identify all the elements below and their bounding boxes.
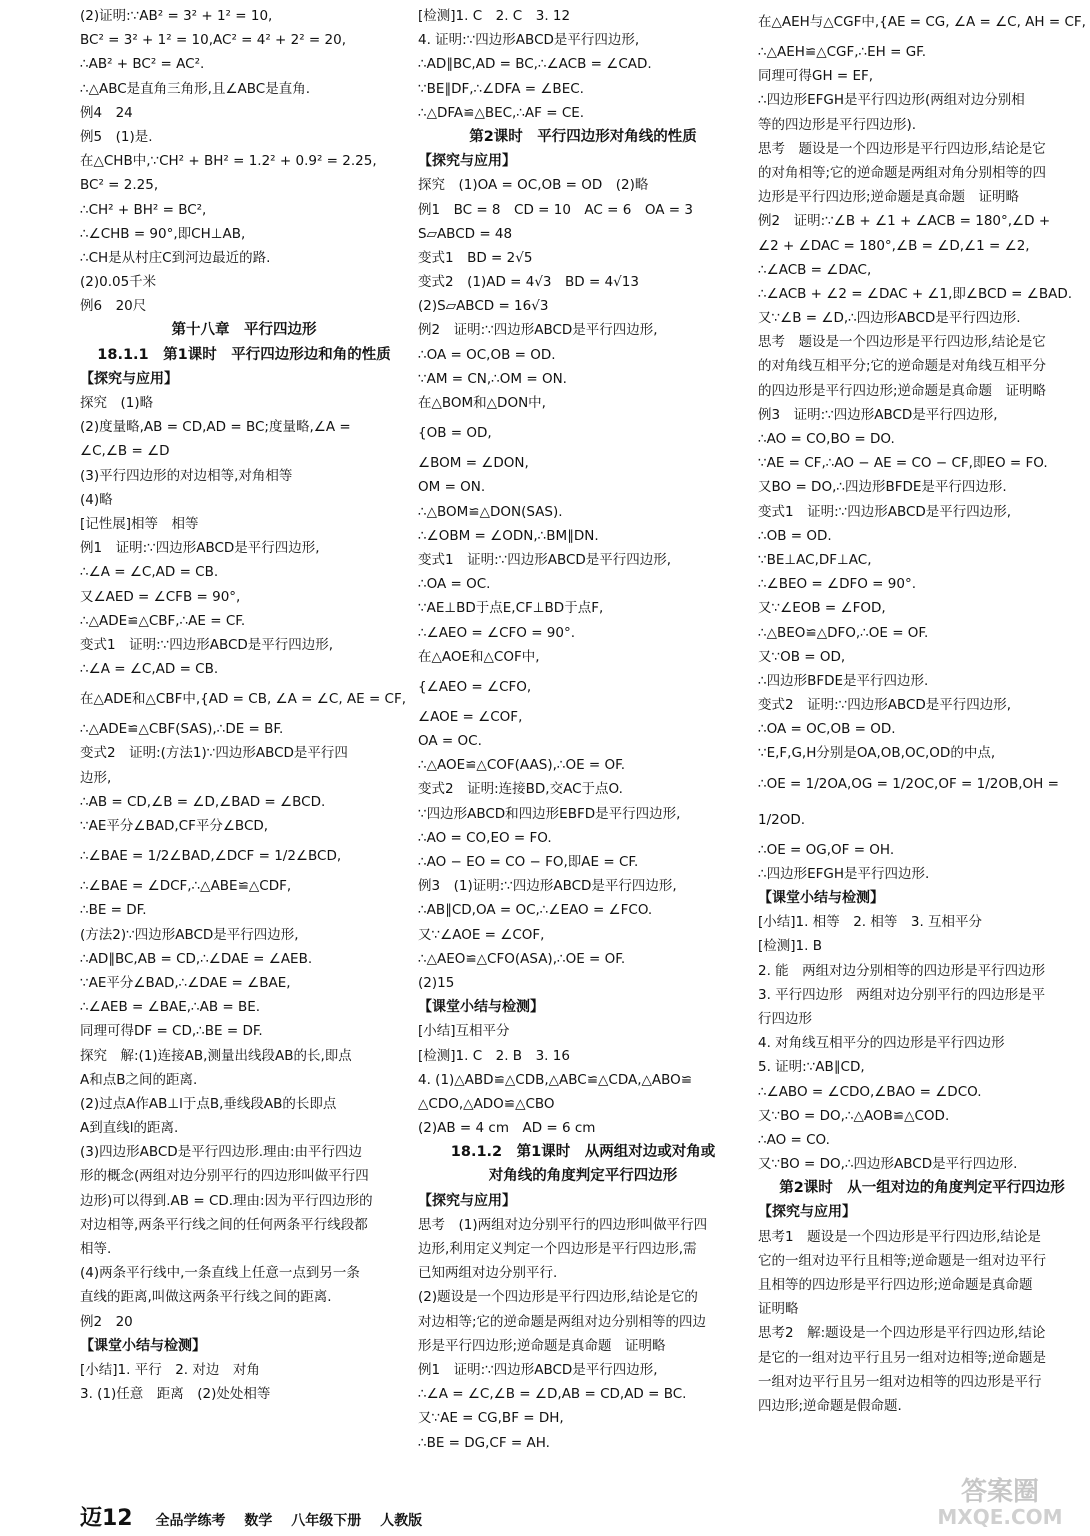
answer-line: 证明略 — [758, 1301, 799, 1318]
answer-line: 1/2OD. — [758, 811, 806, 828]
answer-line: ∴△DFA≌△BEC,∴AF = CE. — [418, 104, 585, 121]
answer-column-1 — [80, 4, 408, 1406]
answer-line: 直线的距离,叫做这两条平行线之间的距离. — [80, 1289, 332, 1306]
watermark-site-text: MXQE.COM — [937, 1505, 1063, 1529]
answer-line: 又∵∠AOE = ∠COF, — [418, 926, 545, 943]
answer-line: 例3 证明:∵四边形ABCD是平行四边形, — [758, 406, 998, 423]
answer-line: 又∵BO = DO,∴四边形ABCD是平行四边形. — [758, 1156, 1018, 1173]
answer-line: 又∵BO = DO,∴△AOB≌△COD. — [758, 1107, 950, 1124]
answer-line: 同理可得GH = EF, — [758, 68, 874, 85]
answer-line: 第十八章 平行四边形 — [171, 322, 317, 339]
edition-label: 人教版 — [380, 1513, 423, 1529]
answer-line: 又∵AE = CG,BF = DH, — [418, 1410, 564, 1427]
answer-line: ∴四边形EFGH是平行四边形. — [758, 865, 930, 882]
answer-line: 变式2 证明:∵四边形ABCD是平行四边形, — [758, 697, 1012, 714]
answer-line: S▱ABCD = 48 — [418, 225, 513, 242]
answer-line: (2)题设是一个四边形是平行四边形,结论是它的 — [418, 1289, 698, 1306]
answer-line: OA = OC. — [418, 733, 482, 750]
answer-line: [小结]互相平分 — [418, 1023, 510, 1040]
answer-line: ∴△ADE≌△CBF(SAS),∴DE = BF. — [80, 721, 284, 738]
watermark-logo-text: 答案圈 — [960, 1477, 1040, 1507]
answer-line: 例1 证明:∵四边形ABCD是平行四边形, — [80, 540, 320, 557]
answer-line: 在△ADE和△CBF中,{AD = CB, ∠A = ∠C, AE = CF, — [80, 691, 407, 708]
answer-line: ∵四边形ABCD和四边形EBFD是平行四边形, — [418, 805, 681, 822]
answer-line: [检测]1. C 2. B 3. 16 — [418, 1047, 570, 1064]
answer-line: [小结]1. 平行 2. 对边 对角 — [80, 1361, 260, 1378]
answer-line: 在△CHB中,∵CH² + BH² = 1.2² + 0.9² = 2.25, — [80, 153, 377, 170]
answer-line: ∵E,F,G,H分别是OA,OB,OC,OD的中点, — [758, 745, 996, 762]
answer-line: ∴∠AEO = ∠CFO = 90°. — [418, 624, 576, 641]
answer-line: ∴AO − EO = CO − FO,即AE = CF. — [418, 854, 639, 870]
answer-line: 是它的一组对边平行且另一组对边相等;逆命题是 — [758, 1349, 1047, 1366]
answer-line: ∴CH是从村庄C到河边最近的路. — [80, 249, 271, 266]
answer-line: ∴∠BEO = ∠DFO = 90°. — [758, 576, 917, 593]
answer-line: 例1 证明:∵四边形ABCD是平行四边形, — [418, 1361, 658, 1378]
answer-line: 相等. — [80, 1241, 112, 1257]
answer-line: BC² = 3² + 1² = 10,AC² = 4² + 2² = 20, — [80, 32, 347, 49]
answer-line: 例5 (1)是. — [80, 128, 153, 145]
answer-line: 【课堂小结与检测】 — [418, 999, 544, 1016]
answer-line: 等的四边形是平行四边形). — [758, 116, 917, 133]
answer-line: ∴∠ACB = ∠DAC, — [758, 261, 872, 278]
answer-line: ∴∠OBM = ∠ODN,∴BM∥DN. — [418, 527, 599, 544]
answer-line: 例2 20 — [80, 1313, 133, 1330]
answer-line: ∴四边形BFDE是平行四边形. — [758, 672, 929, 689]
answer-line: 变式1 证明:∵四边形ABCD是平行四边形, — [418, 551, 672, 568]
answer-column-3 — [758, 4, 1086, 1418]
answer-line: [记性展]相等 相等 — [80, 515, 199, 532]
answer-line: (2)15 — [418, 974, 455, 991]
answer-line: 对边相等,两条平行线之间的任何两条平行线段都 — [80, 1216, 368, 1233]
answer-line: ∴AB = CD,∠B = ∠D,∠BAD = ∠BCD. — [80, 793, 326, 810]
answer-line: [检测]1. B — [758, 938, 822, 955]
answer-line: 4. 证明:∵四边形ABCD是平行四边形, — [418, 32, 640, 49]
answer-line: 一组对边平行且另一组对边相等的四边形是平行 — [758, 1373, 1042, 1390]
answer-line: ∴OA = OC. — [418, 576, 491, 593]
answer-line: 四边形;逆命题是假命题. — [758, 1397, 902, 1414]
answer-line: 例4 24 — [80, 104, 133, 121]
answer-line: 【课堂小结与检测】 — [758, 890, 884, 906]
answer-line: ∴AO = CO,BO = DO. — [758, 431, 895, 447]
answer-line: 的四边形是平行四边形;逆命题是真命题 证明略 — [758, 382, 1047, 399]
answer-line: 探究 解:(1)连接AB,测量出线段AB的长,即点 — [80, 1047, 352, 1064]
answer-line: 第2课时 平行四边形对角线的性质 — [469, 128, 697, 145]
answer-line: 例2 证明:∵∠B + ∠1 + ∠ACB = 180°,∠D + — [758, 213, 1051, 230]
answer-line: ∵BE⊥AC,DF⊥AC, — [758, 551, 872, 568]
answer-line: 变式2 证明:(方法1)∵四边形ABCD是平行四 — [80, 745, 348, 762]
answer-line: {OB = OD, — [418, 425, 492, 442]
answer-line: (2)证明:∵AB² = 3² + 1² = 10, — [80, 8, 273, 24]
answer-line: 且相等的四边形是平行四边形;逆命题是真命题 — [758, 1277, 1033, 1293]
answer-line: ∴△BOM≌△DON(SAS). — [418, 503, 563, 520]
answer-line: ∠2 + ∠DAC = 180°,∠B = ∠D,∠1 = ∠2, — [758, 237, 1030, 254]
answer-line: (方法2)∵四边形ABCD是平行四边形, — [80, 926, 299, 943]
answer-line: ∴∠A = ∠C,AD = CB. — [80, 661, 219, 678]
answer-line: ∴AO = CO,EO = FO. — [418, 829, 552, 846]
answer-line: (4)略 — [80, 491, 113, 508]
grade-label: 八年级下册 — [291, 1513, 362, 1529]
answer-line: 思考1 题设是一个四边形是平行四边形,结论是 — [758, 1228, 1041, 1245]
answer-line: ∴AB² + BC² = AC². — [80, 56, 205, 73]
answer-line: 行四边形 — [758, 1010, 812, 1027]
answer-line: ∴△ADE≌△CBF,∴AE = CF. — [80, 612, 246, 629]
answer-line: ∴∠CHB = 90°,即CH⊥AB, — [80, 225, 246, 242]
answer-line: 例2 证明:∵四边形ABCD是平行四边形, — [418, 322, 658, 339]
answer-line: (2)AB = 4 cm AD = 6 cm — [418, 1120, 596, 1137]
answer-line: 18.1.1 第1课时 平行四边形边和角的性质 — [97, 346, 391, 363]
answer-line: 已知两组对边分别平行. — [418, 1265, 558, 1282]
answer-line: 在△AEH与△CGF中,{AE = CG, ∠A = ∠C, AH = CF, — [758, 14, 1086, 30]
answer-line: 又∵OB = OD, — [758, 648, 846, 665]
answer-line: A到直线l的距离. — [80, 1120, 179, 1137]
answer-line: (2)度量略,AB = CD,AD = BC;度量略,∠A = — [80, 419, 351, 436]
answer-line: 思考2 解:题设是一个四边形是平行四边形,结论 — [758, 1325, 1046, 1342]
answer-line: ∵AM = CN,∴OM = ON. — [418, 370, 567, 387]
answer-line: ∠BOM = ∠DON, — [418, 455, 529, 472]
answer-line: [检测]1. C 2. C 3. 12 — [418, 8, 571, 24]
answer-line: 4. (1)△ABD≌△CDB,△ABC≌△CDA,△ABO≌ — [418, 1071, 693, 1088]
answer-line: ∴△ABC是直角三角形,且∠ABC是直角. — [80, 80, 311, 97]
answer-line: 2. 能 两组对边分别相等的四边形是平行四边形 — [758, 962, 1046, 979]
answer-line: 【探究与应用】 — [418, 1192, 516, 1209]
answer-line: 在△BOM和△DON中, — [418, 395, 546, 411]
subject-label: 数学 — [244, 1513, 273, 1529]
answer-line: 边形是平行四边形;逆命题是真命题 证明略 — [758, 189, 1020, 206]
answer-line: ∴OB = OD. — [758, 527, 832, 544]
answer-line: ∵AE⊥BD于点E,CF⊥BD于点F, — [418, 600, 604, 617]
answer-line: 【探究与应用】 — [758, 1204, 856, 1221]
answer-line: ∵AE = CF,∴AO − AE = CO − CF,即EO = FO. — [758, 455, 1048, 472]
answer-line: 变式1 BD = 2√5 — [418, 249, 533, 266]
answer-line: 又∵∠EOB = ∠FOD, — [758, 600, 886, 617]
answer-line: ∴∠A = ∠C,AD = CB. — [80, 564, 219, 581]
answer-line: [小结]1. 相等 2. 相等 3. 互相平分 — [758, 914, 983, 931]
answer-line: 对边相等;它的逆命题是两组对边分别相等的四边 — [418, 1313, 707, 1330]
answer-line: ∴∠BAE = 1/2∠BAD,∠DCF = 1/2∠BCD, — [80, 848, 342, 865]
answer-line: ∠C,∠B = ∠D — [80, 443, 170, 460]
answer-line: 边形,利用定义判定一个四边形是平行四边形,需 — [418, 1241, 697, 1257]
answer-line: (2)S▱ABCD = 16√3 — [418, 298, 549, 315]
answer-line: 5. 证明:∵AB∥CD, — [758, 1059, 865, 1076]
answer-line: ∴∠BAE = ∠DCF,∴△ABE≌△CDF, — [80, 878, 292, 895]
answer-line: (3)四边形ABCD是平行四边形.理由:由平行四边 — [80, 1144, 363, 1161]
answer-line: 3. (1)任意 距离 (2)处处相等 — [80, 1386, 271, 1403]
answer-line: 思考 题设是一个四边形是平行四边形,结论是它 — [758, 140, 1046, 157]
answer-line: 对角线的角度判定平行四边形 — [488, 1168, 678, 1185]
answer-line: BC² = 2.25, — [80, 177, 159, 194]
answer-line: ∴∠AEB = ∠BAE,∴AB = BE. — [80, 999, 261, 1016]
answer-line: ∴四边形EFGH是平行四边形(两组对边分别相 — [758, 92, 1025, 109]
answer-line: ∵BE∥DF,∴∠DFA = ∠BEC. — [418, 80, 584, 97]
answer-line: △CDO,△ADO≌△CBO — [418, 1095, 555, 1112]
answer-line: ∴OE = OG,OF = OH. — [758, 841, 895, 858]
answer-line: ∴BE = DF. — [80, 902, 147, 919]
answer-line: 边形)可以得到.AB = CD.理由:因为平行四边形的 — [80, 1192, 373, 1209]
answer-line: 变式1 证明:∵四边形ABCD是平行四边形, — [758, 503, 1012, 520]
answer-line: ∴AB∥CD,OA = OC,∴∠EAO = ∠FCO. — [418, 902, 653, 919]
answer-line: 探究 (1)OA = OC,OB = OD (2)略 — [418, 177, 649, 194]
answer-line: 思考 题设是一个四边形是平行四边形,结论是它 — [758, 334, 1046, 351]
answer-line: 又∵∠B = ∠D,∴四边形ABCD是平行四边形. — [758, 310, 1021, 327]
answer-line: ∴∠ACB + ∠2 = ∠DAC + ∠1,即∠BCD = ∠BAD. — [758, 285, 1073, 302]
answer-line: ∵AE平分∠BAD,CF平分∠BCD, — [80, 818, 269, 834]
answer-line: 探究 (1)略 — [80, 395, 154, 411]
answer-line: 【探究与应用】 — [418, 153, 516, 170]
watermark-logo — [912, 1470, 1082, 1530]
answer-line: ∴△AOE≌△COF(AAS),∴OE = OF. — [418, 757, 626, 774]
answer-line: 变式2 (1)AD = 4√3 BD = 4√13 — [418, 274, 639, 291]
answer-line: ∴AD∥BC,AD = BC,∴∠ACB = ∠CAD. — [418, 56, 652, 73]
answer-line: 变式2 证明:连接BD,交AC于点O. — [418, 781, 623, 798]
answer-line: 的对角相等;它的逆命题是两组对角分别相等的四 — [758, 164, 1047, 181]
answer-line: (3)平行四边形的对边相等,对角相等 — [80, 467, 293, 484]
answer-line: 3. 平行四边形 两组对边分别平行的四边形是平 — [758, 986, 1046, 1003]
answer-line: 边形, — [80, 769, 112, 786]
answer-line: 例6 20尺 — [80, 298, 147, 315]
answer-line: 同理可得DF = CD,∴BE = DF. — [80, 1023, 263, 1040]
answer-line: ∴CH² + BH² = BC², — [80, 201, 207, 218]
answer-line: 在△AOE和△COF中, — [418, 648, 540, 665]
answer-line: 例1 BC = 8 CD = 10 AC = 6 OA = 3 — [418, 201, 693, 218]
answer-line: ∴△BEO≌△DFO,∴OE = OF. — [758, 624, 929, 641]
answer-line: (4)两条平行线中,一条直线上任意一点到另一条 — [80, 1265, 360, 1282]
page-footer — [80, 1506, 436, 1532]
answer-line: 思考 (1)两组对边分别平行的四边形叫做平行四 — [418, 1216, 708, 1233]
answer-line: 4. 对角线互相平分的四边形是平行四边形 — [758, 1035, 1005, 1052]
answer-line: 又∠AED = ∠CFB = 90°, — [80, 588, 241, 605]
answer-line: A和点B之间的距离. — [80, 1071, 198, 1088]
answer-line: ∴△AEH≌△CGF,∴EH = GF. — [758, 44, 927, 60]
answer-line: 【课堂小结与检测】 — [80, 1337, 206, 1354]
answer-line: ∴∠A = ∠C,∠B = ∠D,AB = CD,AD = BC. — [418, 1386, 687, 1403]
answer-line: ∴OE = 1/2OA,OG = 1/2OC,OF = 1/2OB,OH = — [758, 775, 1059, 792]
answer-line: 形的概念(两组对边分别平行的四边形叫做平行四 — [80, 1168, 369, 1185]
answer-line: ∵AE平分∠BAD,∴∠DAE = ∠BAE, — [80, 974, 291, 991]
answer-line: 18.1.2 第1课时 从两组对边或对角或 — [450, 1144, 716, 1161]
answer-line: 形是平行四边形;逆命题是真命题 证明略 — [418, 1337, 666, 1354]
answer-line: ∴∠ABO = ∠CDO,∠BAO = ∠DCO. — [758, 1083, 982, 1100]
answer-line: 又BO = DO,∴四边形BFDE是平行四边形. — [758, 479, 1007, 496]
answer-line: ∠AOE = ∠COF, — [418, 708, 523, 725]
answer-column-2 — [418, 4, 748, 1455]
book-title: 全品学练考 — [155, 1513, 226, 1529]
answer-line: ∴AO = CO. — [758, 1131, 830, 1148]
answer-line: 例3 (1)证明:∵四边形ABCD是平行四边形, — [418, 878, 677, 895]
answer-line: ∴OA = OC,OB = OD. — [758, 721, 896, 738]
answer-line: ∴OA = OC,OB = OD. — [418, 346, 556, 363]
answer-line: 它的一组对边平行且相等;逆命题是一组对边平行 — [758, 1252, 1047, 1269]
answer-line: (2)0.05千米 — [80, 274, 157, 291]
answer-line: 变式1 证明:∵四边形ABCD是平行四边形, — [80, 636, 334, 653]
answer-line: 的对角线互相平分;它的逆命题是对角线互相平分 — [758, 358, 1047, 375]
answer-line: OM = ON. — [418, 479, 486, 496]
answer-line: {∠AEO = ∠CFO, — [418, 678, 532, 695]
answer-line: ∴AD∥BC,AB = CD,∴∠DAE = ∠AEB. — [80, 950, 313, 967]
page-number: 迈12 — [80, 1506, 133, 1531]
answer-line: 【探究与应用】 — [80, 370, 178, 387]
answer-line: 第2课时 从一组对边的角度判定平行四边形 — [779, 1180, 1065, 1197]
answer-line: (2)过点A作AB⊥l于点B,垂线段AB的长即点 — [80, 1095, 337, 1112]
answer-line: ∴BE = DG,CF = AH. — [418, 1434, 550, 1451]
answer-line: ∴△AEO≌△CFO(ASA),∴OE = OF. — [418, 950, 626, 967]
